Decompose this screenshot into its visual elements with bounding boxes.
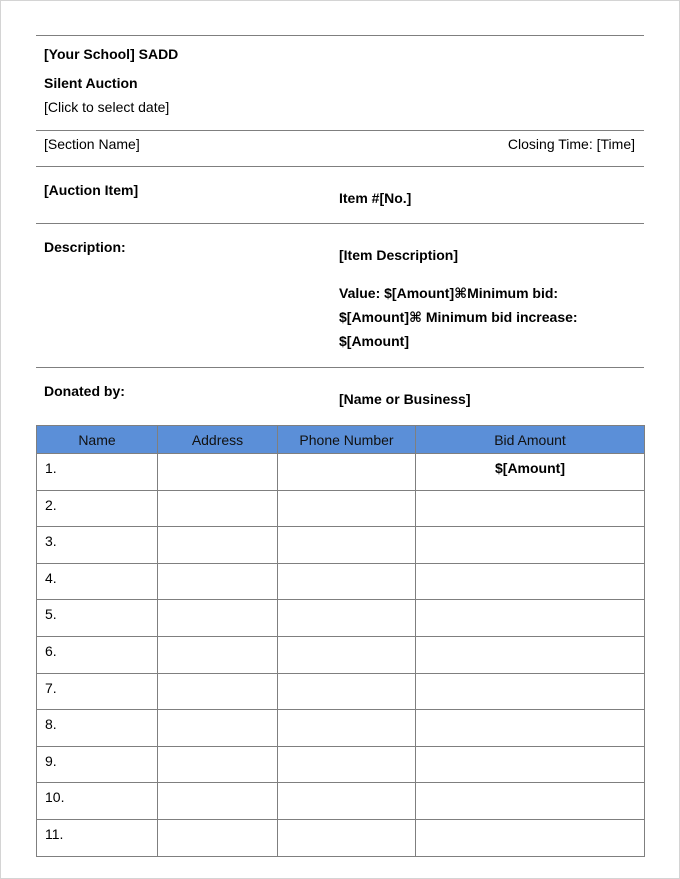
table-row [37, 710, 645, 747]
name-cell[interactable] [37, 673, 158, 710]
phone-cell[interactable] [278, 819, 416, 856]
table-row [37, 673, 645, 710]
phone-cell[interactable] [278, 783, 416, 820]
table-row [37, 527, 645, 564]
bid-amount [416, 674, 644, 679]
name-cell[interactable] [37, 746, 158, 783]
table-row [37, 490, 645, 527]
row-number: 4. [45, 569, 57, 586]
column-header-phone: Phone Number [278, 426, 416, 454]
name-cell[interactable] [37, 454, 158, 491]
row-number: 2. [45, 496, 57, 513]
bid-amount-cell[interactable] [416, 673, 645, 710]
row-number: 3. [45, 533, 57, 550]
name-cell[interactable] [37, 490, 158, 527]
value-line-2[interactable]: $[Amount]⌘ Minimum bid increase: [339, 309, 578, 325]
row-number: 11. [45, 825, 64, 842]
name-cell[interactable] [37, 636, 158, 673]
bid-amount-cell[interactable] [416, 563, 645, 600]
table-row [37, 783, 645, 820]
item-description[interactable]: [Item Description] [339, 247, 459, 263]
row-number: 6. [45, 642, 57, 659]
bid-amount-cell[interactable] [416, 636, 645, 673]
row-number: 9. [45, 752, 57, 769]
bid-table-header [37, 426, 645, 454]
address-cell[interactable] [158, 710, 278, 747]
bid-amount [416, 637, 644, 642]
row-number: 8. [45, 716, 57, 733]
bid-amount [416, 491, 644, 496]
bid-amount [416, 710, 644, 715]
phone-cell[interactable] [278, 710, 416, 747]
section-divider [36, 166, 644, 167]
phone-cell[interactable] [278, 490, 416, 527]
name-cell[interactable] [37, 819, 158, 856]
address-cell[interactable] [158, 783, 278, 820]
bid-amount: $[Amount] [495, 460, 565, 476]
row-number: 5. [45, 606, 57, 623]
bid-amount-cell[interactable] [416, 454, 645, 491]
address-cell[interactable] [158, 490, 278, 527]
bid-amount-cell[interactable] [416, 783, 645, 820]
address-cell[interactable] [158, 673, 278, 710]
address-cell[interactable] [158, 454, 278, 491]
bid-amount-cell[interactable] [416, 746, 645, 783]
name-cell[interactable] [37, 563, 158, 600]
phone-cell[interactable] [278, 746, 416, 783]
address-cell[interactable] [158, 819, 278, 856]
bid-amount-cell[interactable] [416, 819, 645, 856]
column-header-name: Name [37, 426, 158, 454]
bid-amount-cell[interactable] [416, 490, 645, 527]
bid-amount [416, 600, 644, 605]
phone-cell[interactable] [278, 636, 416, 673]
bid-amount [416, 783, 644, 788]
school-title: [Your School] SADD [44, 46, 179, 62]
bid-amount-cell[interactable] [416, 710, 645, 747]
section-name[interactable]: [Section Name] [44, 136, 140, 152]
phone-cell[interactable] [278, 563, 416, 600]
column-header-address: Address [158, 426, 278, 454]
address-cell[interactable] [158, 527, 278, 564]
address-cell[interactable] [158, 746, 278, 783]
table-row [37, 819, 645, 856]
bid-amount [416, 564, 644, 569]
table-row [37, 563, 645, 600]
name-cell[interactable] [37, 783, 158, 820]
name-cell[interactable] [37, 600, 158, 637]
name-cell[interactable] [37, 527, 158, 564]
address-cell[interactable] [158, 563, 278, 600]
row-number: 7. [45, 679, 57, 696]
address-cell[interactable] [158, 600, 278, 637]
donated-by-label: Donated by: [44, 383, 125, 399]
value-line-3[interactable]: $[Amount] [339, 333, 409, 349]
description-divider [36, 367, 644, 368]
value-line-1[interactable]: Value: $[Amount]⌘Minimum bid: [339, 285, 559, 301]
address-cell[interactable] [158, 636, 278, 673]
event-title: Silent Auction [44, 75, 138, 91]
item-number[interactable]: Item #[No.] [339, 190, 412, 206]
bid-amount-cell[interactable] [416, 600, 645, 637]
header-divider [36, 130, 644, 131]
closing-time[interactable]: Closing Time: [Time] [507, 136, 635, 152]
bid-table [36, 425, 645, 857]
table-row [37, 636, 645, 673]
row-number: 10. [45, 789, 65, 806]
name-cell[interactable] [37, 710, 158, 747]
phone-cell[interactable] [278, 600, 416, 637]
phone-cell[interactable] [278, 673, 416, 710]
column-header-bid-amount: Bid Amount [416, 426, 645, 454]
bid-amount [416, 747, 644, 752]
date-field[interactable]: [Click to select date] [44, 99, 170, 115]
top-divider [36, 35, 644, 36]
table-row [37, 600, 645, 637]
phone-cell[interactable] [278, 527, 416, 564]
description-label: Description: [44, 239, 126, 255]
bid-amount [416, 820, 644, 825]
donor-name[interactable]: [Name or Business] [339, 391, 471, 407]
phone-cell[interactable] [278, 454, 416, 491]
auction-item-label[interactable]: [Auction Item] [44, 182, 139, 198]
bid-amount-cell[interactable] [416, 527, 645, 564]
bid-amount [416, 527, 644, 532]
item-divider [36, 223, 644, 224]
table-row [37, 454, 645, 491]
table-row [37, 746, 645, 783]
row-number: 1. [45, 460, 57, 476]
